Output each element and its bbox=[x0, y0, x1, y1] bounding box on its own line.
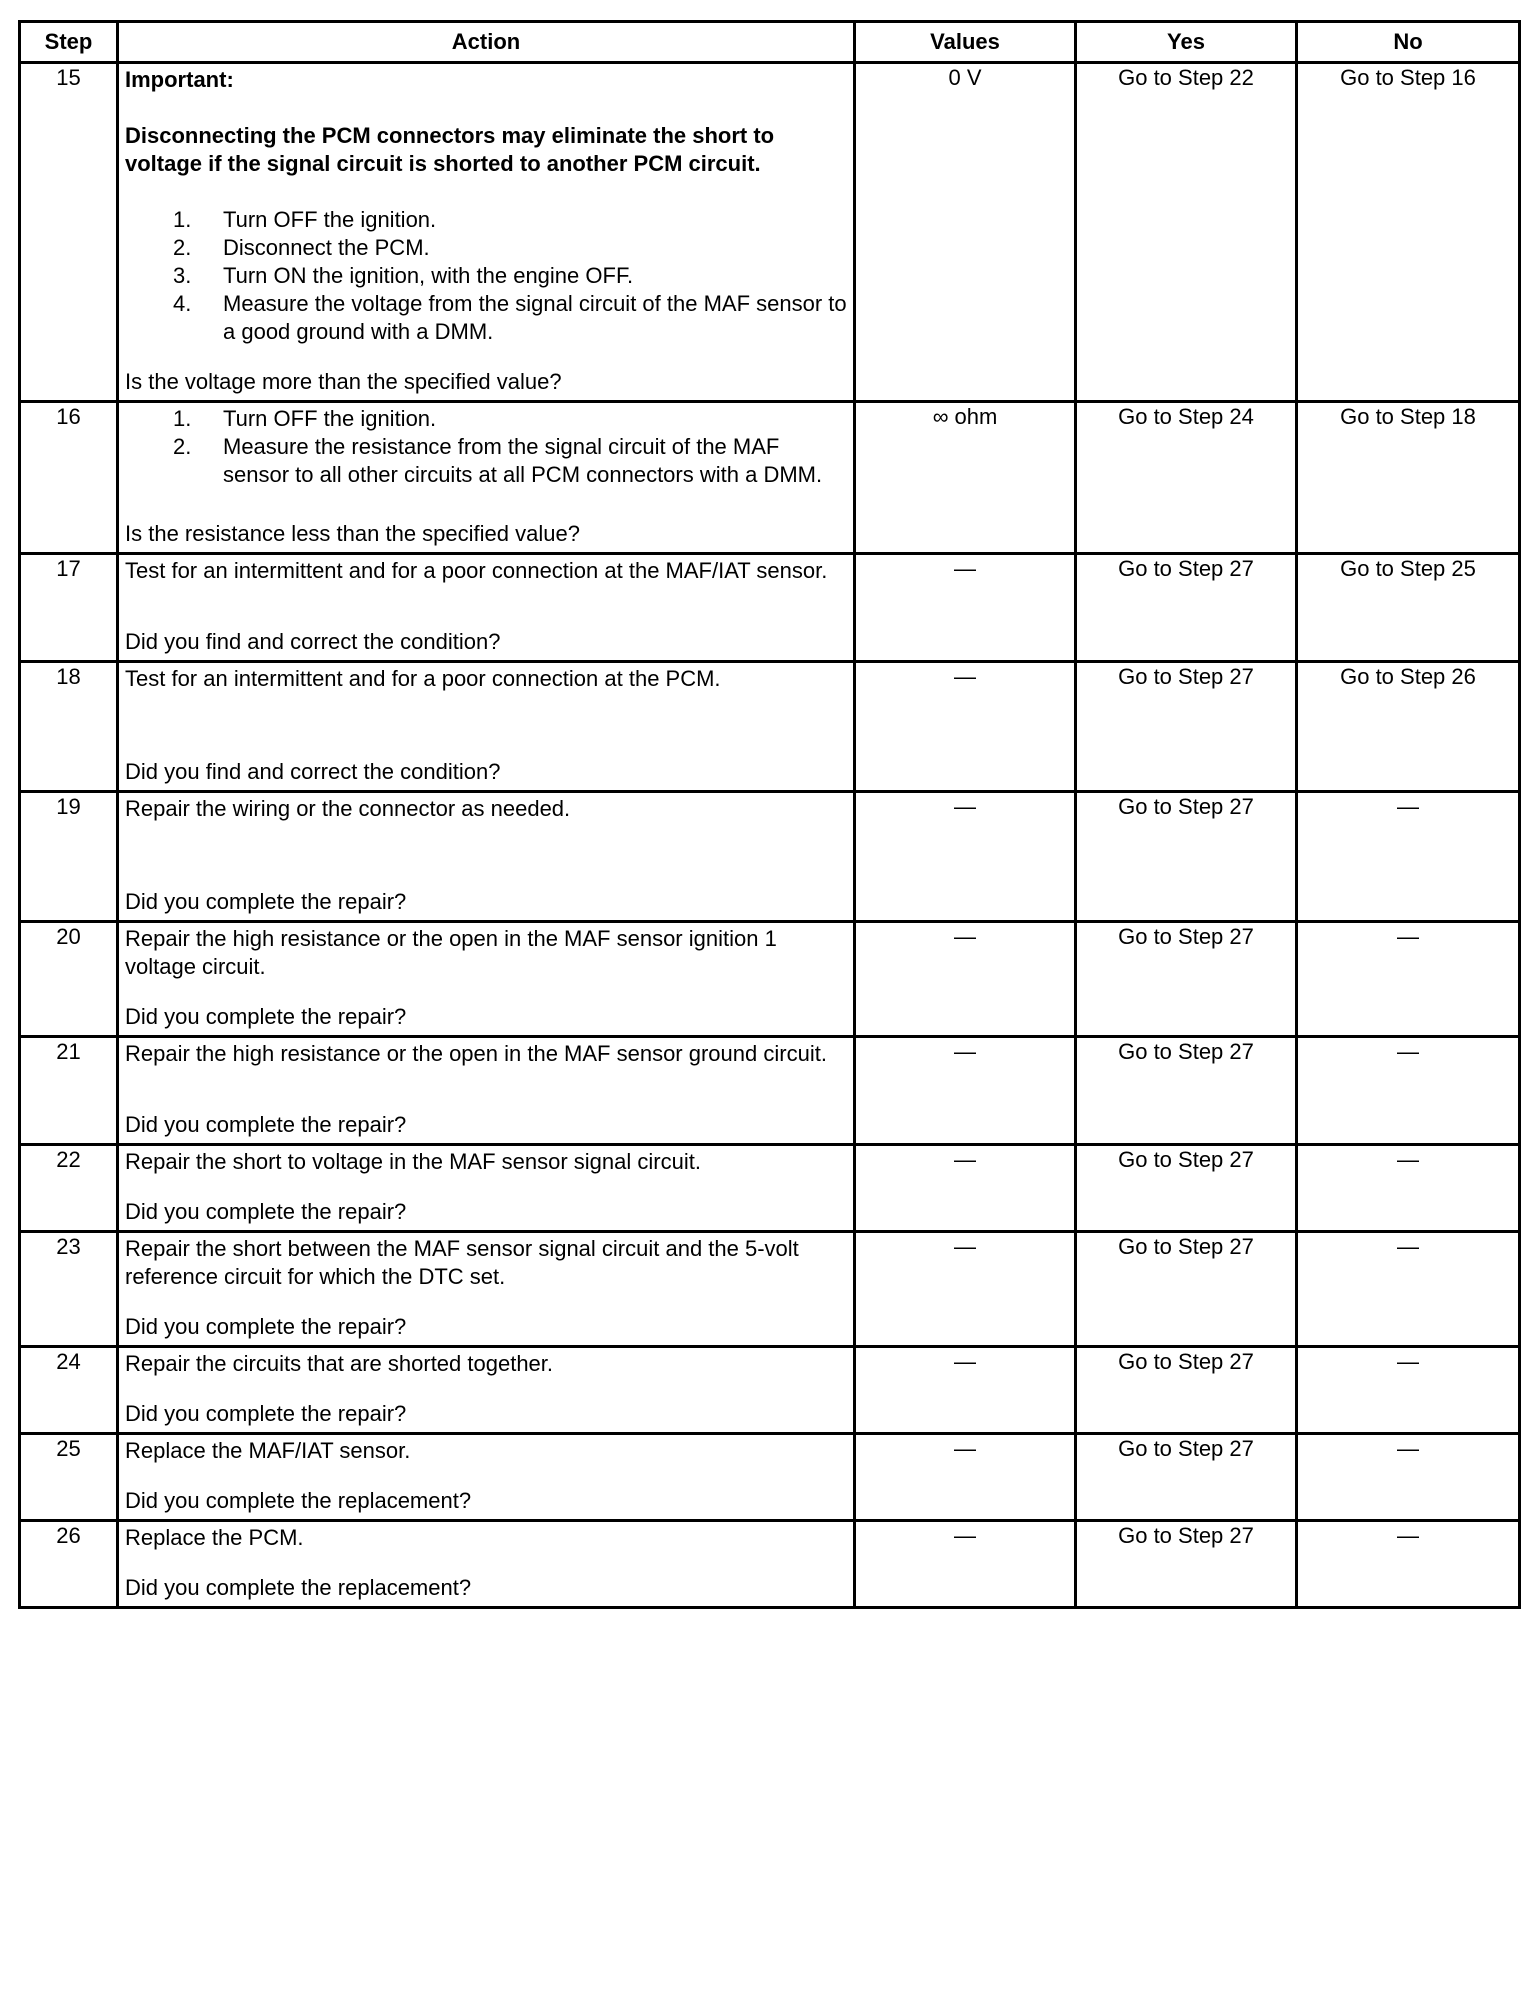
no-cell bbox=[1297, 922, 1520, 1037]
action-instructions bbox=[125, 66, 847, 346]
procedure-item bbox=[125, 206, 847, 234]
action-cell bbox=[118, 1434, 855, 1521]
action-text: Repair the wiring or the connector as needed. bbox=[125, 796, 571, 821]
step-number: 20 bbox=[20, 922, 118, 1037]
procedure-item-text: Measure the resistance from the signal circuit of the MAF sensor to all other circuits at all PCM connectors with a DMM. bbox=[223, 434, 823, 487]
yes-cell bbox=[1076, 1232, 1297, 1347]
no-cell bbox=[1297, 554, 1520, 662]
no-cell bbox=[1297, 1347, 1520, 1434]
header-action: Action bbox=[118, 22, 855, 63]
table-row bbox=[20, 1434, 1520, 1521]
action-instructions bbox=[125, 1040, 847, 1068]
action-instructions bbox=[125, 795, 847, 823]
action-text: Test for an intermittent and for a poor connection at the PCM. bbox=[125, 666, 721, 691]
action-cell bbox=[118, 922, 855, 1037]
yes-cell bbox=[1076, 1145, 1297, 1232]
table-row bbox=[20, 1347, 1520, 1434]
step-number: 23 bbox=[20, 1232, 118, 1347]
yes-cell bbox=[1076, 1434, 1297, 1521]
action-content bbox=[119, 1146, 853, 1230]
procedure-item bbox=[125, 290, 847, 346]
value-cell: — bbox=[855, 1434, 1076, 1521]
yes-outcome: Go to Step 27 bbox=[1118, 664, 1254, 689]
header-yes: Yes bbox=[1076, 22, 1297, 63]
action-instructions bbox=[125, 1350, 847, 1378]
no-cell bbox=[1297, 792, 1520, 922]
step-number: 25 bbox=[20, 1434, 118, 1521]
action-content bbox=[119, 64, 853, 400]
action-cell bbox=[118, 1232, 855, 1347]
action-question: Did you find and correct the condition? bbox=[125, 759, 501, 784]
no-outcome: Go to Step 18 bbox=[1340, 404, 1476, 429]
procedure-item-text: Turn OFF the ignition. bbox=[223, 406, 437, 431]
table-body bbox=[20, 63, 1520, 1608]
yes-cell bbox=[1076, 1037, 1297, 1145]
yes-outcome: Go to Step 27 bbox=[1118, 924, 1254, 949]
action-content bbox=[119, 1233, 853, 1345]
action-content bbox=[119, 1038, 853, 1143]
action-cell bbox=[118, 63, 855, 402]
value-cell: ∞ ohm bbox=[855, 402, 1076, 554]
step-number: 17 bbox=[20, 554, 118, 662]
action-text: Replace the PCM. bbox=[125, 1525, 304, 1550]
no-cell bbox=[1297, 662, 1520, 792]
table-row bbox=[20, 662, 1520, 792]
no-outcome: — bbox=[1397, 1349, 1419, 1374]
action-question: Did you complete the repair? bbox=[125, 1401, 407, 1426]
action-question: Did you complete the replacement? bbox=[125, 1575, 472, 1600]
no-outcome: — bbox=[1397, 1436, 1419, 1461]
action-cell bbox=[118, 1521, 855, 1608]
step-number: 18 bbox=[20, 662, 118, 792]
action-question: Did you complete the repair? bbox=[125, 1314, 407, 1339]
action-question: Did you complete the repair? bbox=[125, 889, 407, 914]
yes-outcome: Go to Step 27 bbox=[1118, 1523, 1254, 1548]
no-cell bbox=[1297, 402, 1520, 554]
action-text: Repair the short between the MAF sensor signal circuit and the 5-volt reference circuit for which the DTC set. bbox=[125, 1236, 799, 1289]
action-question: Did you complete the repair? bbox=[125, 1112, 407, 1137]
table-row bbox=[20, 1232, 1520, 1347]
action-question: Is the resistance less than the specified value? bbox=[125, 521, 580, 546]
table-row bbox=[20, 402, 1520, 554]
yes-outcome: Go to Step 27 bbox=[1118, 794, 1254, 819]
yes-cell bbox=[1076, 1521, 1297, 1608]
important-note: Disconnecting the PCM connectors may eliminate the short to voltage if the signal circuit is shorted to another PCM circuit. bbox=[125, 123, 775, 176]
yes-cell bbox=[1076, 662, 1297, 792]
action-text: Repair the circuits that are shorted together. bbox=[125, 1351, 554, 1376]
procedure-item-number: 2. bbox=[173, 235, 192, 260]
action-instructions bbox=[125, 1524, 847, 1552]
action-content bbox=[119, 1435, 853, 1519]
action-instructions bbox=[125, 925, 847, 981]
action-cell bbox=[118, 1145, 855, 1232]
action-content bbox=[119, 793, 853, 920]
action-question: Is the voltage more than the specified value? bbox=[125, 369, 562, 394]
action-content bbox=[119, 1348, 853, 1432]
value-cell: — bbox=[855, 1347, 1076, 1434]
procedure-item-number: 1. bbox=[173, 207, 192, 232]
step-number: 16 bbox=[20, 402, 118, 554]
no-outcome: — bbox=[1397, 1147, 1419, 1172]
no-cell bbox=[1297, 1232, 1520, 1347]
value-cell: — bbox=[855, 922, 1076, 1037]
action-text: Replace the MAF/IAT sensor. bbox=[125, 1438, 411, 1463]
action-instructions bbox=[125, 665, 847, 693]
no-cell bbox=[1297, 63, 1520, 402]
yes-outcome: Go to Step 27 bbox=[1118, 556, 1254, 581]
step-number: 21 bbox=[20, 1037, 118, 1145]
procedure-item-number: 2. bbox=[173, 434, 192, 459]
action-cell bbox=[118, 554, 855, 662]
action-question: Did you complete the replacement? bbox=[125, 1488, 472, 1513]
step-number: 19 bbox=[20, 792, 118, 922]
header-no: No bbox=[1297, 22, 1520, 63]
value-cell: — bbox=[855, 1232, 1076, 1347]
no-outcome: Go to Step 26 bbox=[1340, 664, 1476, 689]
value-cell: — bbox=[855, 792, 1076, 922]
procedure-item bbox=[125, 234, 847, 262]
no-cell bbox=[1297, 1145, 1520, 1232]
procedure-item-number: 3. bbox=[173, 263, 192, 288]
header-step: Step bbox=[20, 22, 118, 63]
action-content bbox=[119, 923, 853, 1035]
action-instructions bbox=[125, 557, 847, 585]
header-values: Values bbox=[855, 22, 1076, 63]
no-cell bbox=[1297, 1521, 1520, 1608]
procedure-item-text: Disconnect the PCM. bbox=[223, 235, 430, 260]
procedure-item-text: Turn ON the ignition, with the engine OFF. bbox=[223, 263, 634, 288]
yes-cell bbox=[1076, 402, 1297, 554]
no-cell bbox=[1297, 1037, 1520, 1145]
procedure-item-text: Measure the voltage from the signal circuit of the MAF sensor to a good ground with a DMM. bbox=[223, 291, 847, 344]
header-row bbox=[20, 22, 1520, 63]
procedure-item bbox=[125, 405, 847, 433]
table-row bbox=[20, 554, 1520, 662]
no-outcome: — bbox=[1397, 1523, 1419, 1548]
step-number: 22 bbox=[20, 1145, 118, 1232]
value-cell: — bbox=[855, 1521, 1076, 1608]
action-instructions bbox=[125, 1437, 847, 1465]
yes-outcome: Go to Step 22 bbox=[1118, 65, 1254, 90]
action-instructions bbox=[125, 1235, 847, 1291]
step-number: 26 bbox=[20, 1521, 118, 1608]
action-instructions bbox=[125, 405, 847, 489]
table-row bbox=[20, 63, 1520, 402]
step-number: 15 bbox=[20, 63, 118, 402]
action-content bbox=[119, 555, 853, 660]
action-question: Did you find and correct the condition? bbox=[125, 629, 501, 654]
value-cell: — bbox=[855, 554, 1076, 662]
value-cell: — bbox=[855, 662, 1076, 792]
action-cell bbox=[118, 1037, 855, 1145]
value-cell: 0 V bbox=[855, 63, 1076, 402]
yes-outcome: Go to Step 24 bbox=[1118, 404, 1254, 429]
action-cell bbox=[118, 662, 855, 792]
procedure-list bbox=[125, 206, 847, 346]
action-text: Test for an intermittent and for a poor connection at the MAF/IAT sensor. bbox=[125, 558, 828, 583]
table-row bbox=[20, 922, 1520, 1037]
yes-outcome: Go to Step 27 bbox=[1118, 1147, 1254, 1172]
procedure-item bbox=[125, 262, 847, 290]
action-text: Repair the short to voltage in the MAF sensor signal circuit. bbox=[125, 1149, 701, 1174]
action-content bbox=[119, 403, 853, 552]
action-content bbox=[119, 1522, 853, 1606]
diagnostic-page bbox=[18, 20, 1518, 1609]
no-outcome: — bbox=[1397, 1234, 1419, 1259]
action-instructions bbox=[125, 1148, 847, 1176]
value-cell: — bbox=[855, 1145, 1076, 1232]
action-text: Repair the high resistance or the open in the MAF sensor ground circuit. bbox=[125, 1041, 827, 1066]
action-cell bbox=[118, 792, 855, 922]
no-outcome: — bbox=[1397, 924, 1419, 949]
action-cell bbox=[118, 402, 855, 554]
important-label: Important: bbox=[125, 67, 234, 92]
yes-cell bbox=[1076, 63, 1297, 402]
diagnostic-table bbox=[18, 20, 1521, 1609]
value-cell: — bbox=[855, 1037, 1076, 1145]
no-outcome: — bbox=[1397, 794, 1419, 819]
procedure-item-text: Turn OFF the ignition. bbox=[223, 207, 437, 232]
no-outcome: Go to Step 16 bbox=[1340, 65, 1476, 90]
table-row bbox=[20, 792, 1520, 922]
yes-outcome: Go to Step 27 bbox=[1118, 1349, 1254, 1374]
table-row bbox=[20, 1521, 1520, 1608]
yes-outcome: Go to Step 27 bbox=[1118, 1234, 1254, 1259]
procedure-item bbox=[125, 433, 847, 489]
yes-cell bbox=[1076, 922, 1297, 1037]
action-cell bbox=[118, 1347, 855, 1434]
no-outcome: Go to Step 25 bbox=[1340, 556, 1476, 581]
yes-cell bbox=[1076, 792, 1297, 922]
table-row bbox=[20, 1037, 1520, 1145]
yes-outcome: Go to Step 27 bbox=[1118, 1039, 1254, 1064]
step-number: 24 bbox=[20, 1347, 118, 1434]
no-outcome: — bbox=[1397, 1039, 1419, 1064]
procedure-item-number: 1. bbox=[173, 406, 192, 431]
action-question: Did you complete the repair? bbox=[125, 1004, 407, 1029]
procedure-list bbox=[125, 405, 847, 489]
table-row bbox=[20, 1145, 1520, 1232]
no-cell bbox=[1297, 1434, 1520, 1521]
action-text: Repair the high resistance or the open in the MAF sensor ignition 1 voltage circuit. bbox=[125, 926, 777, 979]
yes-outcome: Go to Step 27 bbox=[1118, 1436, 1254, 1461]
action-question: Did you complete the repair? bbox=[125, 1199, 407, 1224]
yes-cell bbox=[1076, 554, 1297, 662]
yes-cell bbox=[1076, 1347, 1297, 1434]
action-content bbox=[119, 663, 853, 790]
procedure-item-number: 4. bbox=[173, 291, 192, 316]
